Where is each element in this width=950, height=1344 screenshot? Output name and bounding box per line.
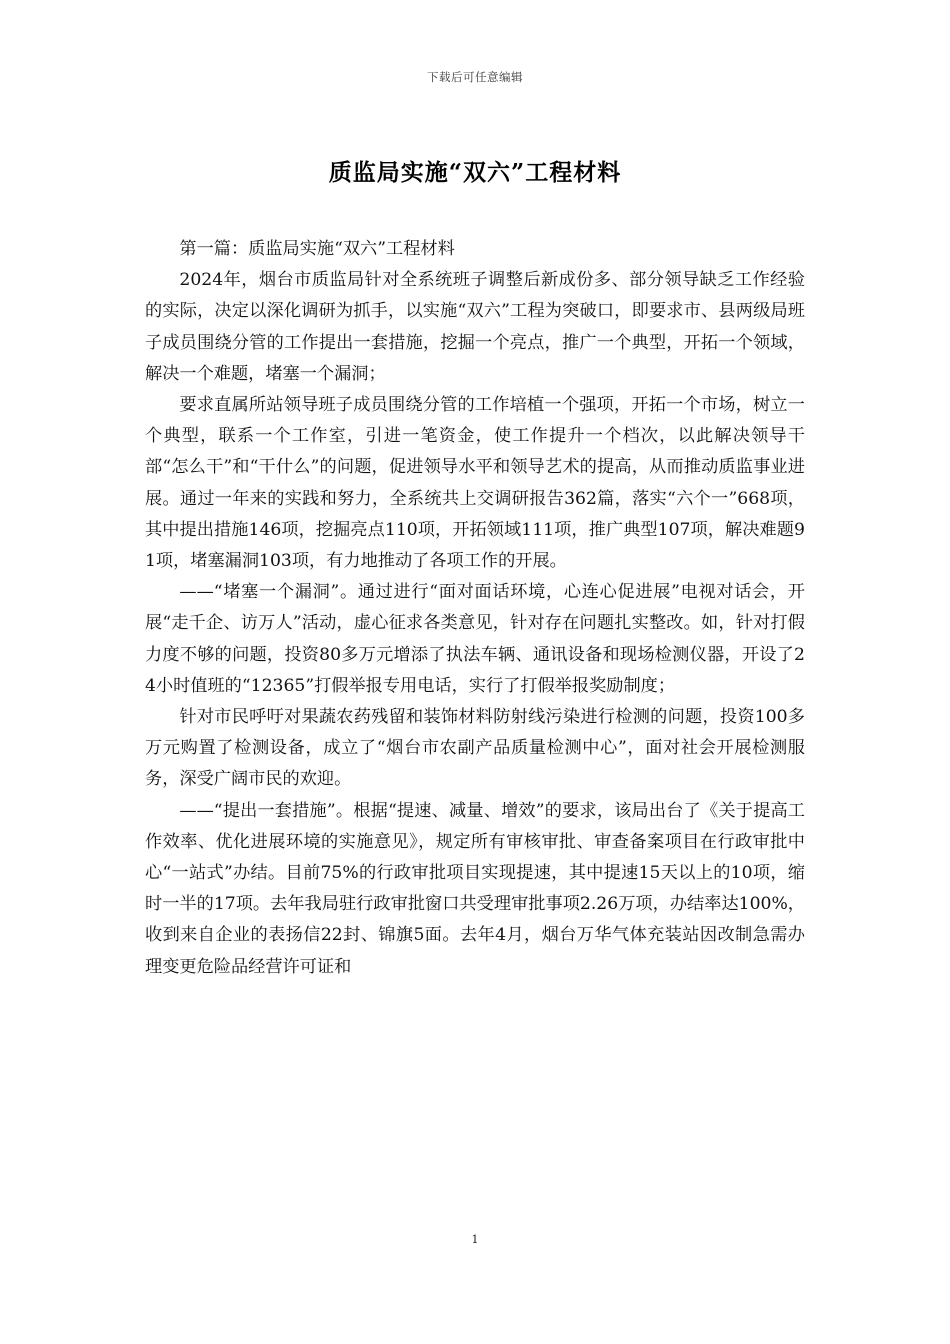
header-note: 下载后可任意编辑	[427, 70, 523, 84]
paragraph: 2024年，烟台市质监局针对全系统班子调整后新成份多、部分领导缺乏工作经验的实际，决定以深化调研为抓手，以实施“双六”工程为突破口，即要求市、县两级局班子成员围绕分管的工作提出一套措施，挖掘一个亮点，推广一个典型，开拓一个领域，解决一个难题，堵塞一个漏洞；	[145, 270, 805, 384]
paragraph: 针对市民呼吁对果蔬农药残留和装饰材料防射线污染进行检测的问题，投资100多万元购置了检测设备，成立了“烟台市农副产品质量检测中心”，面对社会开展检测服务，深受广阔市民的欢迎。	[145, 707, 805, 790]
paragraph: ——“提出一套措施”。根据“提速、减量、增效”的要求，该局出台了《关于提高工作效率、优化进展环境的实施意见》，规定所有审核审批、审查备案项目在行政审批中心“一站式”办结。目前75%的行政审批项目实现提速，其中提速15天以上的10项，缩时一半的17项。去年我局驻行政审批窗口共受理审批事项2.26万项，办结率达100%，收到来自企业的表扬信22封、锦旗5面。去年4月，烟台万华气体充装站因改制急需办理变更危险品经营许可证和	[145, 800, 805, 977]
paragraph-section-heading: 第一篇：质监局实施“双六”工程材料	[179, 239, 455, 259]
document-body	[145, 234, 805, 983]
paragraph: ——“堵塞一个漏洞”。通过进行“面对面话环境，心连心促进展”电视对话会，开展“走千企、访万人”活动，虚心征求各类意见，针对存在问题扎实整改。如，针对打假力度不够的问题，投资80多万元增添了执法车辆、通讯设备和现场检测仪器，开设了24小时值班的“12365”打假举报专用电话，实行了打假举报奖励制度；	[145, 582, 805, 696]
document-title: 质监局实施“双六”工程材料	[328, 159, 622, 186]
paragraph: 要求直属所站领导班子成员围绕分管的工作培植一个强项，开拓一个市场，树立一个典型，联系一个工作室，引进一笔资金，使工作提升一个档次，以此解决领导干部“怎么干”和“干什么”的问题，促进领导水平和领导艺术的提高，从而推动质监事业进展。通过一年来的实践和努力，全系统共上交调研报告362篇，落实“六个一”668项，其中提出措施146项，挖掘亮点110项，开拓领域111项，推广典型107项，解决难题91项，堵塞漏洞103项，有力地推动了各项工作的开展。	[145, 395, 805, 572]
page-number: 1	[471, 1233, 479, 1246]
